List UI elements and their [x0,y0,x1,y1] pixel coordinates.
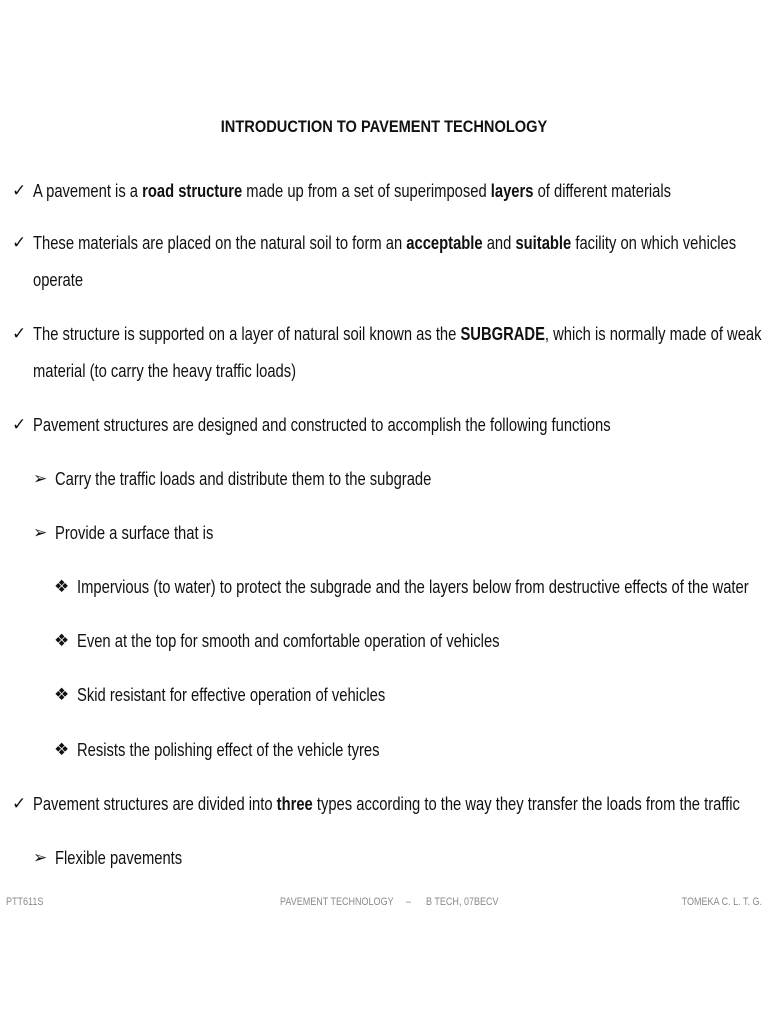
bullet-emphasis: layers [490,181,534,201]
arrow-bullet-icon: ➢ [33,469,48,488]
diamond-bullet-icon: ❖ [54,577,70,596]
bullet-text: facility on which vehicles [571,233,737,253]
checkmark-icon: ✓ [12,415,27,434]
checkmark-icon: ✓ [12,794,27,813]
sub-sub-item-skid-resistant: Skid resistant for effective operation of vehicles [77,685,386,705]
checkmark-icon: ✓ [12,233,27,252]
bullet-text: The structure is supported on a layer of natural soil known as the [33,324,461,344]
bullet-continuation: material (to carry the heavy traffic loads) [33,361,297,381]
bullet-text: of different materials [533,181,672,201]
bullet-text: Pavement structures are divided into [33,794,277,814]
bullet-emphasis: suitable [515,233,572,253]
checkmark-icon: ✓ [12,324,27,343]
footer-course-code: PTT611S [6,896,44,908]
footer-course-title: PAVEMENT TECHNOLOGY – B TECH, 07BECV [280,896,499,908]
bullet-text: A pavement is a [33,181,143,201]
bullet-text: Pavement structures are designed and constructed to accomplish the following functions [33,415,611,435]
bullet-text: types according to the way they transfer the loads from the traffic [312,794,740,814]
bullet-emphasis: three [276,794,313,814]
arrow-bullet-icon: ➢ [33,848,48,867]
bullet-continuation: operate [33,270,84,290]
bullet-item-functions [33,415,611,435]
checkmark-icon: ✓ [12,181,27,200]
bullet-text: made up from a set of superimposed [242,181,491,201]
page-title: INTRODUCTION TO PAVEMENT TECHNOLOGY [220,117,548,136]
bullet-item-materials [33,233,736,253]
diamond-bullet-icon: ❖ [54,740,70,759]
bullet-text: These materials are placed on the natural soil to form an [33,233,407,253]
diamond-bullet-icon: ❖ [54,631,70,650]
bullet-item-three-types [33,794,740,814]
bullet-item-subgrade [33,324,761,344]
bullet-emphasis: SUBGRADE [460,324,545,344]
sub-item-provide-surface: Provide a surface that is [55,523,214,543]
arrow-bullet-icon: ➢ [33,523,48,542]
sub-item-flexible-pavements: Flexible pavements [55,848,183,868]
bullet-text: and [482,233,516,253]
bullet-emphasis: road structure [142,181,243,201]
diamond-bullet-icon: ❖ [54,685,70,704]
bullet-item-pavement-definition [33,181,671,201]
sub-sub-item-polishing: Resists the polishing effect of the vehicle tyres [77,740,380,760]
sub-sub-item-impervious: Impervious (to water) to protect the subgrade and the layers below from destructive effects of the water [77,577,749,597]
sub-item-carry-loads: Carry the traffic loads and distribute them to the subgrade [55,469,432,489]
sub-sub-item-even: Even at the top for smooth and comfortable operation of vehicles [77,631,500,651]
bullet-emphasis: acceptable [406,233,483,253]
bullet-text: , which is normally made of weak [544,324,762,344]
footer-author: TOMEKA C. L. T. G. [681,896,762,908]
